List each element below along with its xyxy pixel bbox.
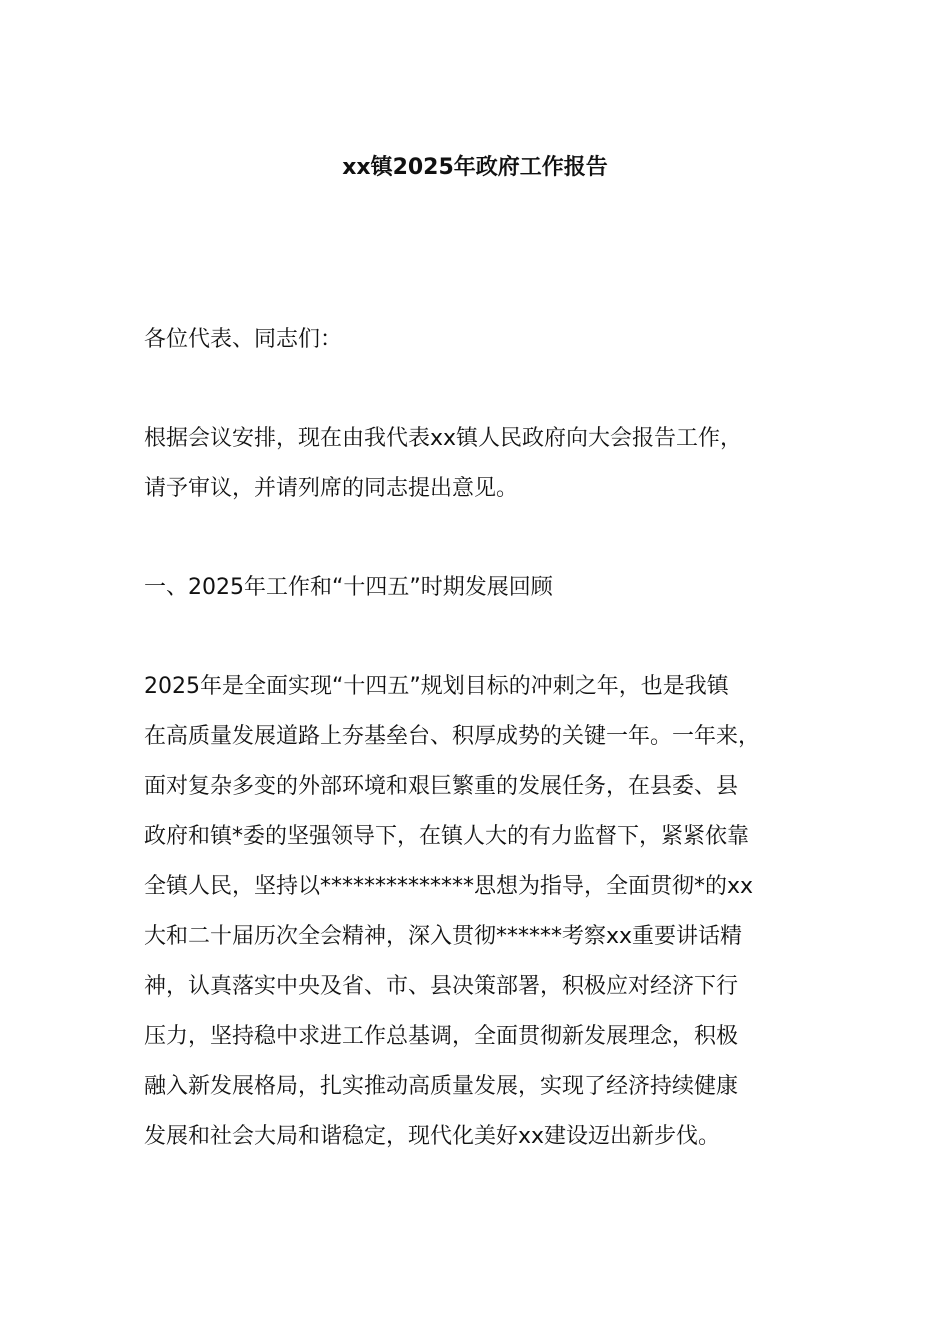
intro-line: 请予审议，并请列席的同志提出意见。 bbox=[144, 476, 519, 501]
body-line: 在高质量发展道路上夯基垒台、积厚成势的关键一年。一年来， bbox=[144, 724, 761, 749]
body-line: 融入新发展格局，扎实推动高质量发展，实现了经济持续健康 bbox=[144, 1074, 739, 1099]
body-line: 神，认真落实中央及省、市、县决策部署，积极应对经济下行 bbox=[144, 974, 739, 999]
body-paragraph bbox=[144, 662, 814, 1162]
body-line: 全镇人民，坚持以**************思想为指导，全面贯彻*的xx bbox=[144, 874, 754, 899]
body-line: 发展和社会大局和谐稳定，现代化美好xx建设迈出新步伐。 bbox=[144, 1124, 721, 1149]
body-line: 压力，坚持稳中求进工作总基调，全面贯彻新发展理念，积极 bbox=[144, 1024, 739, 1049]
body-line: 面对复杂多变的外部环境和艰巨繁重的发展任务，在县委、县 bbox=[144, 774, 739, 799]
body-line: 2025年是全面实现“十四五”规划目标的冲刺之年，也是我镇 bbox=[144, 674, 729, 699]
document-title: xx镇2025年政府工作报告 bbox=[342, 155, 608, 180]
body-line: 大和二十届历次全会精神，深入贯彻******考察xx重要讲话精 bbox=[144, 924, 743, 949]
body-line: 政府和镇*委的坚强领导下，在镇人大的有力监督下，紧紧依靠 bbox=[144, 824, 750, 849]
salutation-paragraph bbox=[144, 315, 814, 365]
intro-line: 根据会议安排，现在由我代表xx镇人民政府向大会报告工作， bbox=[144, 426, 743, 451]
salutation-text: 各位代表、同志们： bbox=[144, 327, 343, 352]
section-heading: 一、2025年工作和“十四五”时期发展回顾 bbox=[144, 575, 553, 600]
section-heading-paragraph bbox=[144, 563, 814, 613]
intro-paragraph bbox=[144, 414, 814, 514]
